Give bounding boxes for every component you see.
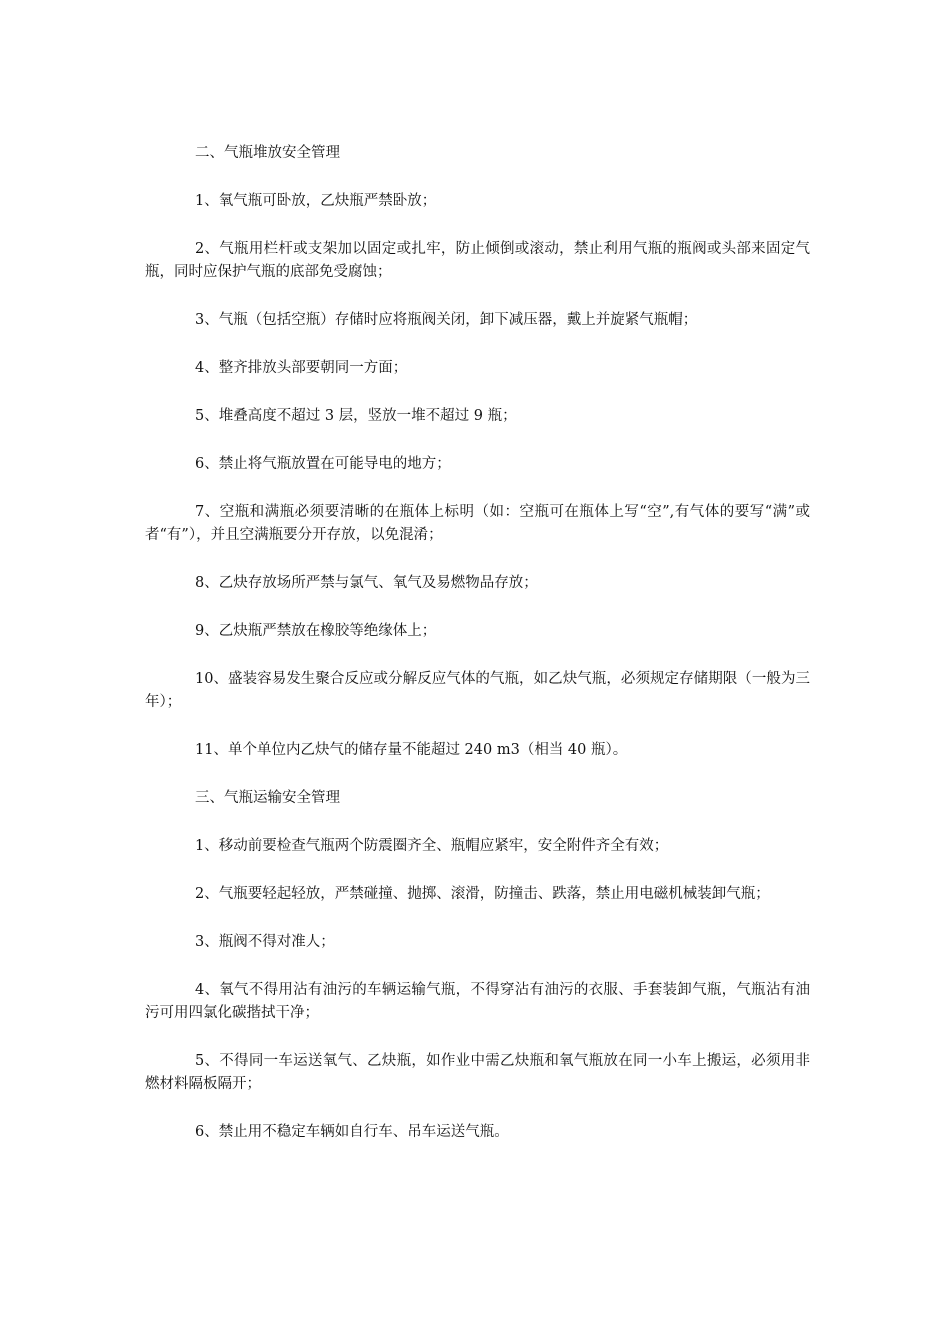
paragraph: 11、单个单位内乙炔气的储存量不能超过 240 m3（相当 40 瓶）。 xyxy=(195,742,628,758)
paragraph: 8、乙炔存放场所严禁与氯气、氧气及易燃物品存放； xyxy=(195,575,538,591)
paragraph: 3、瓶阀不得对准人； xyxy=(195,934,335,950)
paragraph: 2、气瓶用栏杆或支架加以固定或扎牢，防止倾倒或滚动，禁止利用气瓶的瓶阀或头部来固定气瓶，同时应保护气瓶的底部免受腐蚀； xyxy=(145,241,810,280)
paragraph: 2、气瓶要轻起轻放，严禁碰撞、抛掷、滚滑，防撞击、跌落，禁止用电磁机械装卸气瓶； xyxy=(195,886,770,902)
section-heading-transport: 三、气瓶运输安全管理 xyxy=(195,790,340,806)
paragraph: 3、气瓶（包括空瓶）存储时应将瓶阀关闭，卸下减压器，戴上并旋紧气瓶帽； xyxy=(195,312,698,328)
paragraph: 4、整齐排放头部要朝同一方面； xyxy=(195,360,408,376)
paragraph: 5、不得同一车运送氧气、乙炔瓶，如作业中需乙炔瓶和氧气瓶放在同一小车上搬运，必须用非燃材料隔板隔开； xyxy=(145,1053,810,1092)
paragraph: 9、乙炔瓶严禁放在橡胶等绝缘体上； xyxy=(195,623,437,639)
paragraph: 7、空瓶和满瓶必须要清晰的在瓶体上标明（如：空瓶可在瓶体上写“空”,有气体的要写“满”或者“有”），并且空满瓶要分开存放，以免混淆； xyxy=(145,504,810,543)
paragraph: 1、移动前要检查气瓶两个防震圈齐全、瓶帽应紧牢，安全附件齐全有效； xyxy=(195,838,669,854)
paragraph: 6、禁止用不稳定车辆如自行车、吊车运送气瓶。 xyxy=(195,1124,509,1140)
paragraph: 6、禁止将气瓶放置在可能导电的地方； xyxy=(195,456,451,472)
paragraph: 5、堆叠高度不超过 3 层，竖放一堆不超过 9 瓶； xyxy=(195,408,517,424)
paragraph: 4、氧气不得用沾有油污的车辆运输气瓶，不得穿沾有油污的衣服、手套装卸气瓶，气瓶沾有油污可用四氯化碳揩拭干净； xyxy=(145,982,810,1021)
paragraph: 1、氧气瓶可卧放，乙炔瓶严禁卧放； xyxy=(195,193,437,209)
section-heading-storage: 二、气瓶堆放安全管理 xyxy=(195,145,340,161)
paragraph: 10、盛装容易发生聚合反应或分解反应气体的气瓶，如乙炔气瓶，必须规定存储期限（一般为三年）； xyxy=(145,671,810,710)
document-body xyxy=(145,142,810,1169)
